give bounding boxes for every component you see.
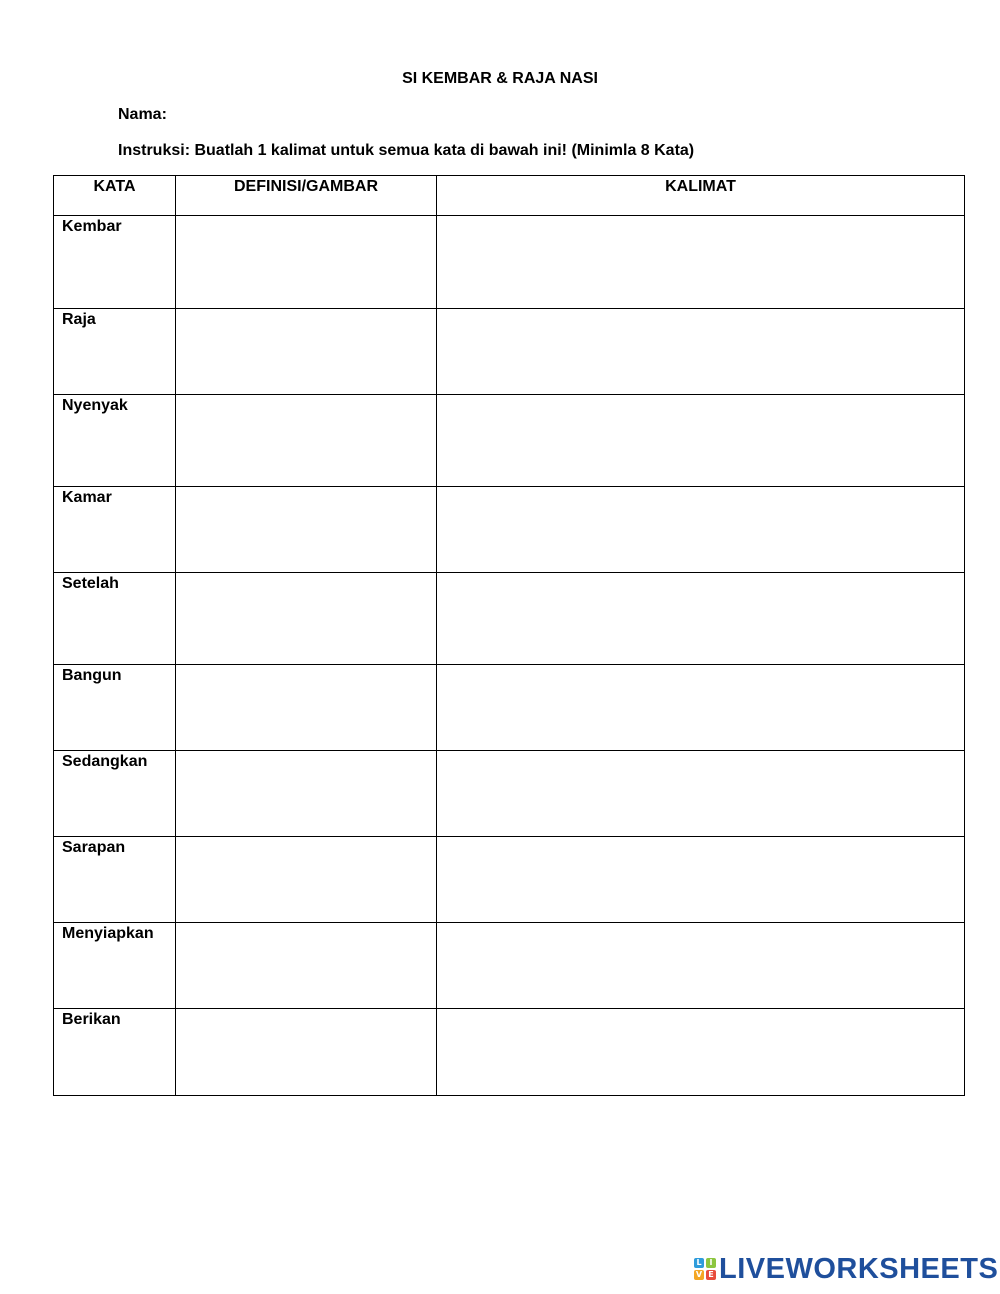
table-row bbox=[54, 573, 965, 665]
table-row bbox=[54, 309, 965, 395]
table-row bbox=[54, 665, 965, 751]
logo-mark-tile: L bbox=[694, 1258, 704, 1268]
kata-cell: Sedangkan bbox=[54, 751, 176, 837]
definisi-cell[interactable] bbox=[176, 923, 437, 1009]
logo-mark-icon bbox=[694, 1258, 716, 1280]
definisi-cell[interactable] bbox=[176, 309, 437, 395]
definisi-cell[interactable] bbox=[176, 216, 437, 309]
vocabulary-table bbox=[53, 175, 965, 1096]
table-header-row bbox=[54, 176, 965, 216]
table-row bbox=[54, 923, 965, 1009]
table-row bbox=[54, 487, 965, 573]
kalimat-cell[interactable] bbox=[437, 309, 965, 395]
instructions-text: Instruksi: Buatlah 1 kalimat untuk semua kata di bawah ini! (Minimla 8 Kata) bbox=[118, 142, 695, 159]
kalimat-cell[interactable] bbox=[437, 573, 965, 665]
liveworksheets-logo bbox=[694, 1252, 998, 1286]
kalimat-cell[interactable] bbox=[437, 1009, 965, 1096]
kalimat-cell[interactable] bbox=[437, 923, 965, 1009]
kata-cell: Menyiapkan bbox=[54, 923, 176, 1009]
table-row bbox=[54, 216, 965, 309]
column-header-kalimat: KALIMAT bbox=[437, 176, 965, 216]
kata-cell: Sarapan bbox=[54, 837, 176, 923]
table-row bbox=[54, 1009, 965, 1096]
definisi-cell[interactable] bbox=[176, 837, 437, 923]
logo-mark-tile: I bbox=[706, 1258, 716, 1268]
definisi-cell[interactable] bbox=[176, 573, 437, 665]
table-row bbox=[54, 837, 965, 923]
definisi-cell[interactable] bbox=[176, 487, 437, 573]
logo-text: LIVEWORKSHEETS bbox=[719, 1252, 999, 1285]
kalimat-cell[interactable] bbox=[437, 751, 965, 837]
kalimat-cell[interactable] bbox=[437, 837, 965, 923]
definisi-cell[interactable] bbox=[176, 665, 437, 751]
kata-cell: Kembar bbox=[54, 216, 176, 309]
kata-cell: Setelah bbox=[54, 573, 176, 665]
table-row bbox=[54, 751, 965, 837]
kata-cell: Bangun bbox=[54, 665, 176, 751]
column-header-definisi: DEFINISI/GAMBAR bbox=[176, 176, 437, 216]
column-header-kata: KATA bbox=[54, 176, 176, 216]
kalimat-cell[interactable] bbox=[437, 487, 965, 573]
kata-cell: Kamar bbox=[54, 487, 176, 573]
kalimat-cell[interactable] bbox=[437, 395, 965, 487]
kalimat-cell[interactable] bbox=[437, 665, 965, 751]
kata-cell: Nyenyak bbox=[54, 395, 176, 487]
table-row bbox=[54, 395, 965, 487]
name-label: Nama: bbox=[118, 106, 167, 123]
kata-cell: Berikan bbox=[54, 1009, 176, 1096]
definisi-cell[interactable] bbox=[176, 751, 437, 837]
definisi-cell[interactable] bbox=[176, 395, 437, 487]
definisi-cell[interactable] bbox=[176, 1009, 437, 1096]
logo-mark-tile: E bbox=[706, 1270, 716, 1280]
kata-cell: Raja bbox=[54, 309, 176, 395]
logo-mark-tile: V bbox=[695, 1270, 703, 1279]
kalimat-cell[interactable] bbox=[437, 216, 965, 309]
worksheet-title: SI KEMBAR & RAJA NASI bbox=[402, 70, 598, 87]
